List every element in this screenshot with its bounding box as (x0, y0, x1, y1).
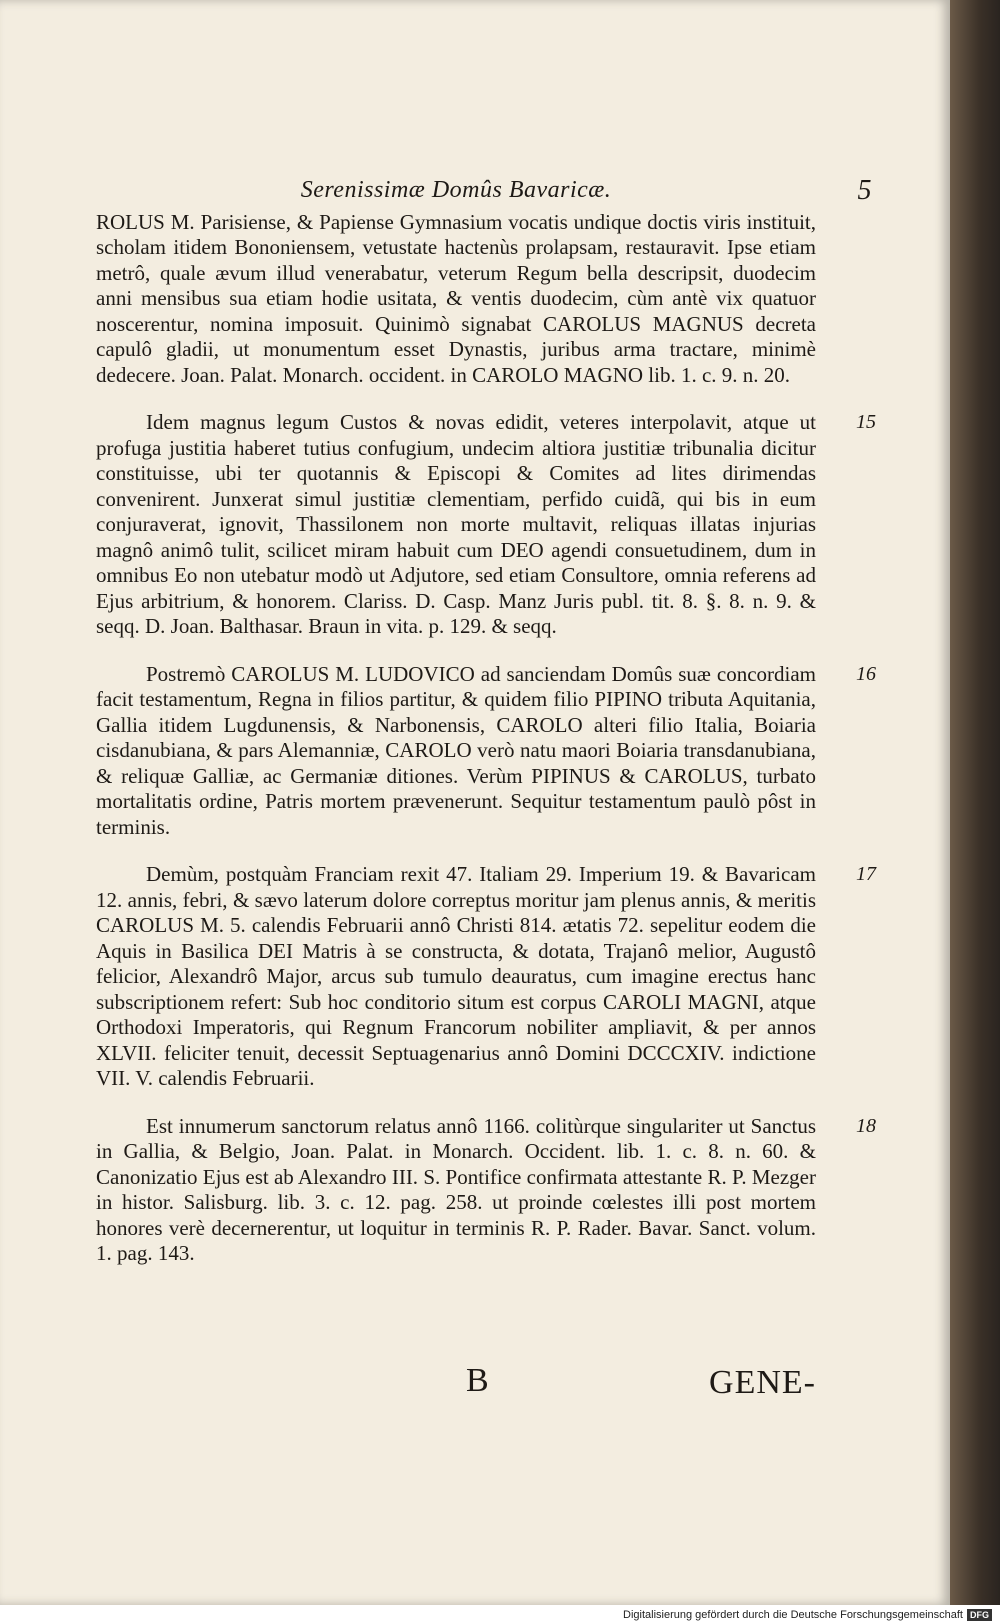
page-number: 5 (857, 175, 872, 206)
page-text (96, 175, 876, 1289)
paragraph-text: Demùm, postquàm Franciam rexit 47. Italiam 29. Imperium 19. & Bavaricam 12. annis, febri, & sævo laterum dolore correptus moritur jam plenus annis, & meritis CAROLUS M. 5. calendis Februarii annô Christi 814. ætatis 72. sepelitur eodem die Aquis in Basilica DEI Matris à se constructa, & dotata, Trajanô melior, Augustô felicior, Alexandrô Major, arcus sub tumulo deauratus, cum imagine erectus hanc subscriptionem refert: Sub hoc conditorio situm est corpus CAROLI MAGNI, atque Orthodoxi Imperatoris, qui Regnum Francorum nobiliter ampliavit, & per annos XLVII. feliciter tenuit, decessit Septuagenarius annô Domini DCCCXIV. indictione VII. V. calendis Februarii. (96, 862, 816, 1090)
paragraph-5 (96, 1113, 876, 1267)
margin-number: 15 (856, 411, 876, 433)
page-edge (950, 0, 1000, 1605)
paragraph-text: Idem magnus legum Custos & novas edidit, veteres interpolavit, atque ut profuga justitia haberet tutius confugium, undecim altiora justitiæ tribunalia dicitur constituisse, ubi ter quotannis & Episcopi & Comites ad lites dirimendas convenirent. Junxerat simul justitiæ clementiam, perfido cuidã, qui bis in eum conjuraverat, ignovit, Thassilonem non morte multavit, reliquas illatas injurias magnô animô tulit, scilicet miram habuit cum DEO agendi consuetudinem, dum in omnibus Eo non utebatur modò ut Adjutore, sed etiam Consultore, omnia referens ad Ejus arbitrium, & honorem. Clariss. D. Casp. Manz Juris publ. tit. 8. §. 8. n. 9. & seqq. D. Joan. Balthasar. Braun in vita. p. 129. & seqq. (96, 410, 816, 638)
running-head-title: Serenissimæ Domûs Bavaricæ. (300, 177, 612, 203)
catchword: GENE- (709, 1364, 816, 1401)
paragraph-text: ROLUS M. Parisiense, & Papiense Gymnasium vocatis undique doctis viris instituit, scholam itidem Bononiensem, vetustate hactenùs prolapsam, restauravit. Ipse etiam metrô, quale ævum illud venerabatur, veterum Regum bella descripsit, duodecim anni mensibus sua etiam hodie usitata, & ventis duodecim, cùm antè vix quatuor noscerentur, nomina imposuit. Quinimò signabat CAROLUS MAGNUS decreta capulô gladii, ut monumentum esset Dynastis, juribus arma tractare, minimè dedecere. Joan. Palat. Monarch. occident. in CAROLO MAGNO lib. 1. c. 9. n. 20. (96, 209, 816, 387)
paragraph-3 (96, 661, 876, 841)
paragraph-2 (96, 410, 876, 640)
footer-credit: Digitalisierung gefördert durch die Deutsche Forschungsgemeinschaft (623, 1608, 963, 1621)
paragraph-4 (96, 862, 876, 1092)
margin-number: 18 (856, 1114, 876, 1137)
margin-number: 17 (856, 863, 876, 885)
signature-mark: B (466, 1362, 489, 1399)
running-head (96, 175, 872, 206)
digitization-footer (0, 1605, 1000, 1624)
paragraph-text: Postremò CAROLUS M. LUDOVICO ad sanciendam Domûs suæ concordiam facit testamentum, Regna in filios partitur, & quidem filio PIPINO tributa Aquitania, Gallia itidem Lugdunensis, & Narbonensis, CAROLO alteri filio Italia, Boiaria cisdanubiana, & pars Alemanniæ, CAROLO verò natu maori Boiaria transdanubiana, & reliquæ Galliæ, ac Germaniæ ditiones. Verùm PIPINUS & CAROLUS, turbato mortalitatis ordine, Patris mortem prævenerunt. Sequitur testamentum paulò pôst in terminis. (96, 661, 816, 839)
paragraph-text: Est innumerum sanctorum relatus annô 1166. colitùrque singulariter ut Sanctus in Gallia, & Belgio, Joan. Palat. in Monarch. Occident. lib. 1. c. 8. n. 60. & Canonizatio Ejus est ab Alexandro III. S. Pontifice confirmata attestante R. P. Mezger in histor. Salisburg. lib. 3. c. 12. pag. 258. ut proinde cœlestes illi post mortem honores verè decernerentur, ut loquitur in terminis R. P. Rader. Bavar. Sanct. volum. 1. pag. 143. (96, 1113, 816, 1265)
margin-number: 16 (856, 662, 876, 685)
paragraph-1 (96, 210, 816, 389)
page-foot (96, 1362, 816, 1412)
dfg-logo-icon: DFG (967, 1609, 992, 1621)
